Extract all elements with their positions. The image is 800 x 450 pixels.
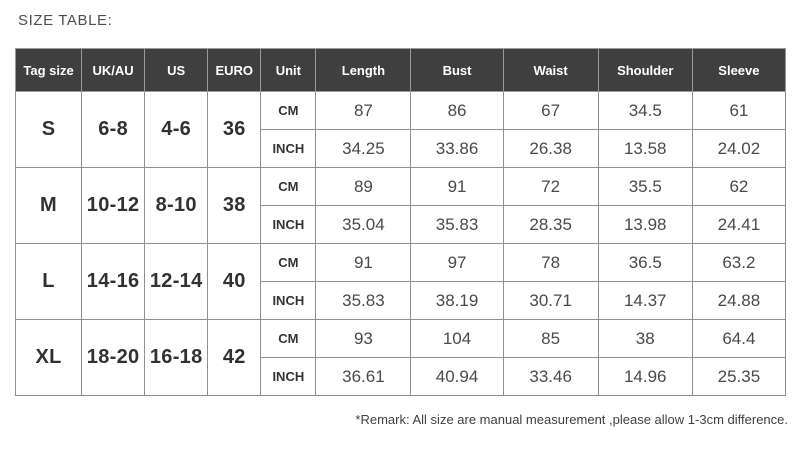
column-header-us: US (145, 49, 208, 92)
uk-au-cell-xl: 18-20 (82, 320, 145, 396)
value-cell-xl-cm-shoulder: 38 (598, 320, 692, 358)
value-cell-m-inch-bust: 35.83 (411, 206, 503, 244)
value-cell-xl-inch-shoulder: 14.96 (598, 358, 692, 396)
column-header-euro: EURO (208, 49, 261, 92)
column-header-sleeve: Sleeve (692, 49, 785, 92)
value-cell-l-inch-shoulder: 14.37 (598, 282, 692, 320)
value-cell-l-inch-waist: 30.71 (503, 282, 598, 320)
size-table (15, 48, 786, 396)
table-row-xl-cm (16, 320, 786, 358)
euro-cell-xl: 42 (208, 320, 261, 396)
value-cell-m-cm-waist: 72 (503, 168, 598, 206)
euro-cell-m: 38 (208, 168, 261, 244)
remark-note: *Remark: All size are manual measurement ,please allow 1-3cm difference. (355, 412, 788, 427)
uk-au-cell-l: 14-16 (82, 244, 145, 320)
uk-au-cell-s: 6-8 (82, 92, 145, 168)
page-title: SIZE TABLE: (18, 12, 113, 29)
value-cell-s-inch-waist: 26.38 (503, 130, 598, 168)
value-cell-xl-inch-bust: 40.94 (411, 358, 503, 396)
table-row-l-cm (16, 244, 786, 282)
us-cell-l: 12-14 (145, 244, 208, 320)
column-header-tag-size: Tag size (16, 49, 82, 92)
unit-cell-xl-cm: CM (261, 320, 316, 358)
tag-size-cell-s: S (16, 92, 82, 168)
value-cell-s-cm-sleeve: 61 (692, 92, 785, 130)
tag-size-cell-xl: XL (16, 320, 82, 396)
value-cell-s-inch-bust: 33.86 (411, 130, 503, 168)
us-cell-m: 8-10 (145, 168, 208, 244)
table-row-m-cm (16, 168, 786, 206)
uk-au-cell-m: 10-12 (82, 168, 145, 244)
tag-size-cell-l: L (16, 244, 82, 320)
table-row-s-cm (16, 92, 786, 130)
unit-cell-l-cm: CM (261, 244, 316, 282)
value-cell-s-inch-sleeve: 24.02 (692, 130, 785, 168)
value-cell-m-cm-length: 89 (316, 168, 411, 206)
value-cell-xl-inch-sleeve: 25.35 (692, 358, 785, 396)
unit-cell-m-cm: CM (261, 168, 316, 206)
value-cell-s-cm-shoulder: 34.5 (598, 92, 692, 130)
unit-cell-m-inch: INCH (261, 206, 316, 244)
unit-cell-s-inch: INCH (261, 130, 316, 168)
value-cell-l-cm-length: 91 (316, 244, 411, 282)
tag-size-cell-m: M (16, 168, 82, 244)
value-cell-l-cm-shoulder: 36.5 (598, 244, 692, 282)
value-cell-l-cm-waist: 78 (503, 244, 598, 282)
value-cell-s-cm-waist: 67 (503, 92, 598, 130)
value-cell-m-inch-waist: 28.35 (503, 206, 598, 244)
us-cell-xl: 16-18 (145, 320, 208, 396)
euro-cell-s: 36 (208, 92, 261, 168)
value-cell-m-cm-shoulder: 35.5 (598, 168, 692, 206)
value-cell-xl-cm-sleeve: 64.4 (692, 320, 785, 358)
value-cell-xl-cm-length: 93 (316, 320, 411, 358)
value-cell-s-inch-length: 34.25 (316, 130, 411, 168)
column-header-length: Length (316, 49, 411, 92)
value-cell-m-inch-sleeve: 24.41 (692, 206, 785, 244)
value-cell-l-cm-bust: 97 (411, 244, 503, 282)
column-header-bust: Bust (411, 49, 503, 92)
column-header-unit: Unit (261, 49, 316, 92)
value-cell-m-cm-bust: 91 (411, 168, 503, 206)
us-cell-s: 4-6 (145, 92, 208, 168)
value-cell-xl-inch-length: 36.61 (316, 358, 411, 396)
value-cell-s-inch-shoulder: 13.58 (598, 130, 692, 168)
value-cell-xl-cm-waist: 85 (503, 320, 598, 358)
value-cell-l-inch-bust: 38.19 (411, 282, 503, 320)
column-header-uk-au: UK/AU (82, 49, 145, 92)
unit-cell-l-inch: INCH (261, 282, 316, 320)
value-cell-xl-cm-bust: 104 (411, 320, 503, 358)
column-header-waist: Waist (503, 49, 598, 92)
euro-cell-l: 40 (208, 244, 261, 320)
unit-cell-s-cm: CM (261, 92, 316, 130)
value-cell-s-cm-bust: 86 (411, 92, 503, 130)
value-cell-l-cm-sleeve: 63.2 (692, 244, 785, 282)
value-cell-m-inch-shoulder: 13.98 (598, 206, 692, 244)
column-header-shoulder: Shoulder (598, 49, 692, 92)
value-cell-xl-inch-waist: 33.46 (503, 358, 598, 396)
value-cell-s-cm-length: 87 (316, 92, 411, 130)
value-cell-m-cm-sleeve: 62 (692, 168, 785, 206)
header-row (16, 49, 786, 92)
value-cell-l-inch-sleeve: 24.88 (692, 282, 785, 320)
unit-cell-xl-inch: INCH (261, 358, 316, 396)
value-cell-m-inch-length: 35.04 (316, 206, 411, 244)
value-cell-l-inch-length: 35.83 (316, 282, 411, 320)
